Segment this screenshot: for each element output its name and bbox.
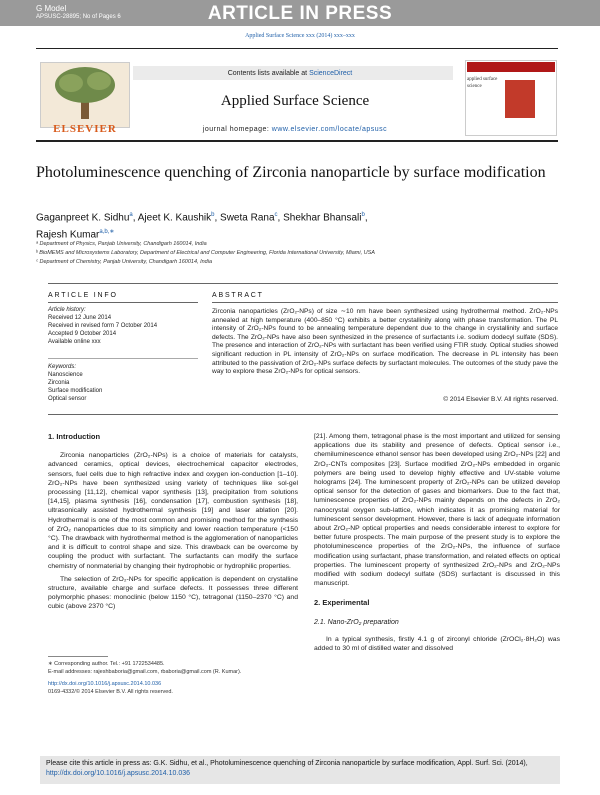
experimental-heading: 2. Experimental bbox=[314, 598, 370, 608]
footnotes bbox=[48, 660, 298, 696]
abstract-rule bbox=[212, 302, 558, 303]
experimental-paragraph: In a typical synthesis, firstly 4.1 g of zirconyl chloride (ZrOCl₂·8H₂O) was added to 30 ml of distilled water and dissolved bbox=[314, 635, 560, 653]
email-addresses: E-mail addresses: rajeshbaboria@gmail.com, rbaboria@gmail.com (R. Kumar). bbox=[48, 669, 242, 675]
history-item: Available online xxx bbox=[48, 339, 101, 345]
keywords bbox=[48, 363, 198, 403]
homepage-prefix: journal homepage: bbox=[202, 126, 272, 133]
history-item: Received in revised form 7 October 2014 bbox=[48, 323, 158, 329]
history-item: Received 12 June 2014 bbox=[48, 315, 112, 321]
publisher-logo-text: ELSEVIER bbox=[53, 123, 117, 135]
journal-citation[interactable]: Applied Surface Science xxx (2014) xxx–xxx bbox=[245, 33, 355, 39]
footnote-rule bbox=[48, 656, 108, 657]
body-rule bbox=[48, 414, 558, 415]
affiliation: ᵃ Department of Physics, Panjab University, Chandigarh 160014, India bbox=[36, 241, 207, 247]
cite-text: Please cite this article in press as: G.K. Sidhu, et al., Photoluminescence quenching of Zirconia nanoparticle by surface modification, Appl. Surf. Sci. (2014), bbox=[46, 760, 528, 767]
homepage-link[interactable]: www.elsevier.com/locate/apsusc bbox=[271, 126, 388, 133]
intro-paragraph: Zirconia nanoparticles (ZrO₂-NPs) is a choice of materials for catalysts, advanced ceramics, optical devices, electrochemical capacitor electrodes, sensors, fuel cells due to high refractive index and oxygen ion-conduction [1–10]. ZrO₂-NPs have been synthesized using variety of techniques like sol-gel processing [11,12], chemical vapor synthesis [13], precipitation from solutions [14,15], plasma synthesis [16], condensation [17], combustion synthesis [18], ultrasonically assisted hydrothermal synthesis [19] and laser ablation [20]. Hydrothermal is one of the most common and promising method for the synthesis of ZrO₂ nanoparticles due to its simplicity and lower reaction temperature (<150 °C). The drawback with hydrothermal method is the agglomeration of nanoparticles and it is difficult to control shape and size. This drawback can be overcome by coupling the product with surfactant. The surfactants can modify the surface chemistry of nonmaterial by changing their hydrophobic or hydrophilic properties. bbox=[48, 452, 298, 570]
cite-doi-link[interactable]: http://dx.doi.org/10.1016/j.apsusc.2014.10.036 bbox=[46, 770, 190, 777]
keyword: Zirconia bbox=[48, 380, 70, 386]
section-rule bbox=[48, 283, 558, 284]
abstract-text: Zirconia nanoparticles (ZrO₂-NPs) of size ∼10 nm have been synthesized using hydrothermal method. ZrO₂-NPs annealed at high temperature (400–850 °C) exhibits a better crystallinity along with phase transformation. The PL intensity of ZrO₂-NPs found to be annealing temperature dependent due to the change in crystallinity and surface defects. The ZrO₂-NPs have also been synthesized in the presence of surfactants i.e. sodium dodecyl sulfate (SDS). The presence and interaction of ZrO₂-NPs with surfactant has been verified using FTIR study. Optical studies showed significant reduction in PL intensity of ZrO₂-NPs on surface modification. The decrease in PL intensity has been attributed to the passivation of ZrO₂-NPs surface defects by surfactant molecules. The outcomes of the study pave the way to explore these ZrO₂-NPs for optical sensors. bbox=[212, 308, 558, 376]
author-name: Gaganpreet K. Sidhu bbox=[36, 212, 130, 224]
body-right-column bbox=[314, 432, 560, 657]
intro-paragraph: [21]. Among them, tetragonal phase is the most important and utilized for sensing applications due its stability and presence of defects. Optical sensor i.e., chemiluminescence ethanol sensor has been developed using ZrO₂-NPs [22] and ZrO₂-CNTs composites [23]. Surface modified ZrO₂-NPs embedded in organic polymers are being used to develop highly effective and UV-stable volume holograms [24]. The luminescent property of ZrO₂-NPs can be utilized develop optical sensor for the detection of gases and biomarkers. Due to the fact that, luminescence properties of ZrO₂-NPs mainly depends on the defects in ZrO₂ nanocrystal oxygen sub-lattice, which indicates it as promising material for luminescent sensor development. However, there is lack of adequate information about ZrO₂-NP optical properties and needs considerable interest to explore for better future prospects. The main purpose of the present study is to explore the photoluminescence properties of the ZrO₂-NPs, the influence of surface modification using surfactant, phase transformation, and related effects on optical properties. The luminescent property of synthesized ZrO₂-NPs and ZrO₂-NPs modified with sodium dodecyl sulfate (SDS) surfactant is discussed in this manuscript. bbox=[314, 433, 560, 588]
experimental-subheading: 2.1. Nano-ZrO₂ preparation bbox=[314, 618, 399, 626]
author-affil-mark[interactable]: b bbox=[211, 212, 215, 218]
corresponding-author: ∗ Corresponding author. Tel.: +91 1722534485. bbox=[48, 661, 165, 667]
doi-link[interactable]: http://dx.doi.org/10.1016/j.apsusc.2014.10.036 bbox=[48, 681, 162, 687]
keywords-rule bbox=[48, 358, 198, 359]
history-label: Article history: bbox=[48, 307, 86, 313]
sciencedirect-link[interactable]: ScienceDirect bbox=[309, 70, 353, 77]
article-history bbox=[48, 306, 198, 346]
author-affil-mark[interactable]: c bbox=[274, 212, 278, 218]
author-name: , Sweta Rana bbox=[214, 212, 275, 224]
author-name: , Ajeet K. Kaushik bbox=[132, 212, 212, 224]
journal-title: Applied Surface Science bbox=[220, 93, 370, 109]
keyword: Surface modification bbox=[48, 388, 103, 394]
intro-heading: 1. Introduction bbox=[48, 432, 101, 441]
cover-image bbox=[505, 80, 535, 118]
affiliation: ᶜ Department of Chemistry, Panjab University, Chandigarh 160014, India bbox=[36, 259, 213, 265]
abstract-copyright: © 2014 Elsevier B.V. All rights reserved. bbox=[443, 396, 558, 403]
header-rule-top bbox=[36, 48, 558, 49]
gmodel-label: G Model bbox=[36, 4, 67, 13]
elsevier-tree-logo bbox=[40, 62, 130, 128]
banner-title: ARTICLE IN PRESS bbox=[207, 3, 393, 24]
contents-line bbox=[130, 70, 450, 77]
keyword: Nanoscience bbox=[48, 372, 83, 378]
intro-paragraph: The selection of ZrO₂-NPs for specific application is dependent on crystalline structure, available charge and surface defects. It possesses three different polymorphic phases: monoclinic (below 1150 °C), tetragonal (1150–2370 °C) and cubic (above 2370 °C) bbox=[48, 575, 298, 611]
journal-homepage bbox=[130, 126, 460, 133]
body-left-column bbox=[48, 432, 298, 616]
header-rule-bottom bbox=[36, 140, 558, 142]
paper-title: Photoluminescence quenching of Zirconia nanoparticle by surface modification bbox=[36, 164, 546, 181]
affiliations bbox=[36, 240, 556, 267]
author-affil-mark[interactable]: a bbox=[129, 212, 133, 218]
article-ref: APSUSC-28895; No of Pages 6 bbox=[36, 14, 121, 20]
cover-header-band bbox=[467, 62, 555, 72]
issn: 0169-4332/© 2014 Elsevier B.V. All rights reserved. bbox=[48, 689, 173, 695]
author-separator: , bbox=[364, 212, 368, 224]
cover-text: applied surface science bbox=[467, 77, 498, 89]
author-name: Rajesh Kumar bbox=[36, 229, 100, 241]
abstract-label: ABSTRACT bbox=[212, 292, 264, 299]
author-affil-mark[interactable]: b bbox=[361, 212, 365, 218]
affiliation: ᵇ BioMEMS and Microsystems Laboratory, Department of Electrical and Computer Engineering, Florida International University, Miami, USA bbox=[36, 250, 375, 256]
keywords-label: Keywords: bbox=[48, 364, 77, 370]
author-name: , Shekhar Bhansali bbox=[277, 212, 362, 224]
keyword: Optical sensor bbox=[48, 396, 87, 402]
cite-box-text bbox=[46, 759, 556, 779]
author-list bbox=[36, 208, 556, 243]
author-affil-mark[interactable]: a,b,∗ bbox=[99, 229, 115, 236]
info-rule bbox=[48, 302, 198, 303]
history-item: Accepted 9 October 2014 bbox=[48, 331, 117, 337]
contents-prefix: Contents lists available at bbox=[227, 70, 310, 77]
article-info-label: ARTICLE INFO bbox=[48, 292, 118, 299]
